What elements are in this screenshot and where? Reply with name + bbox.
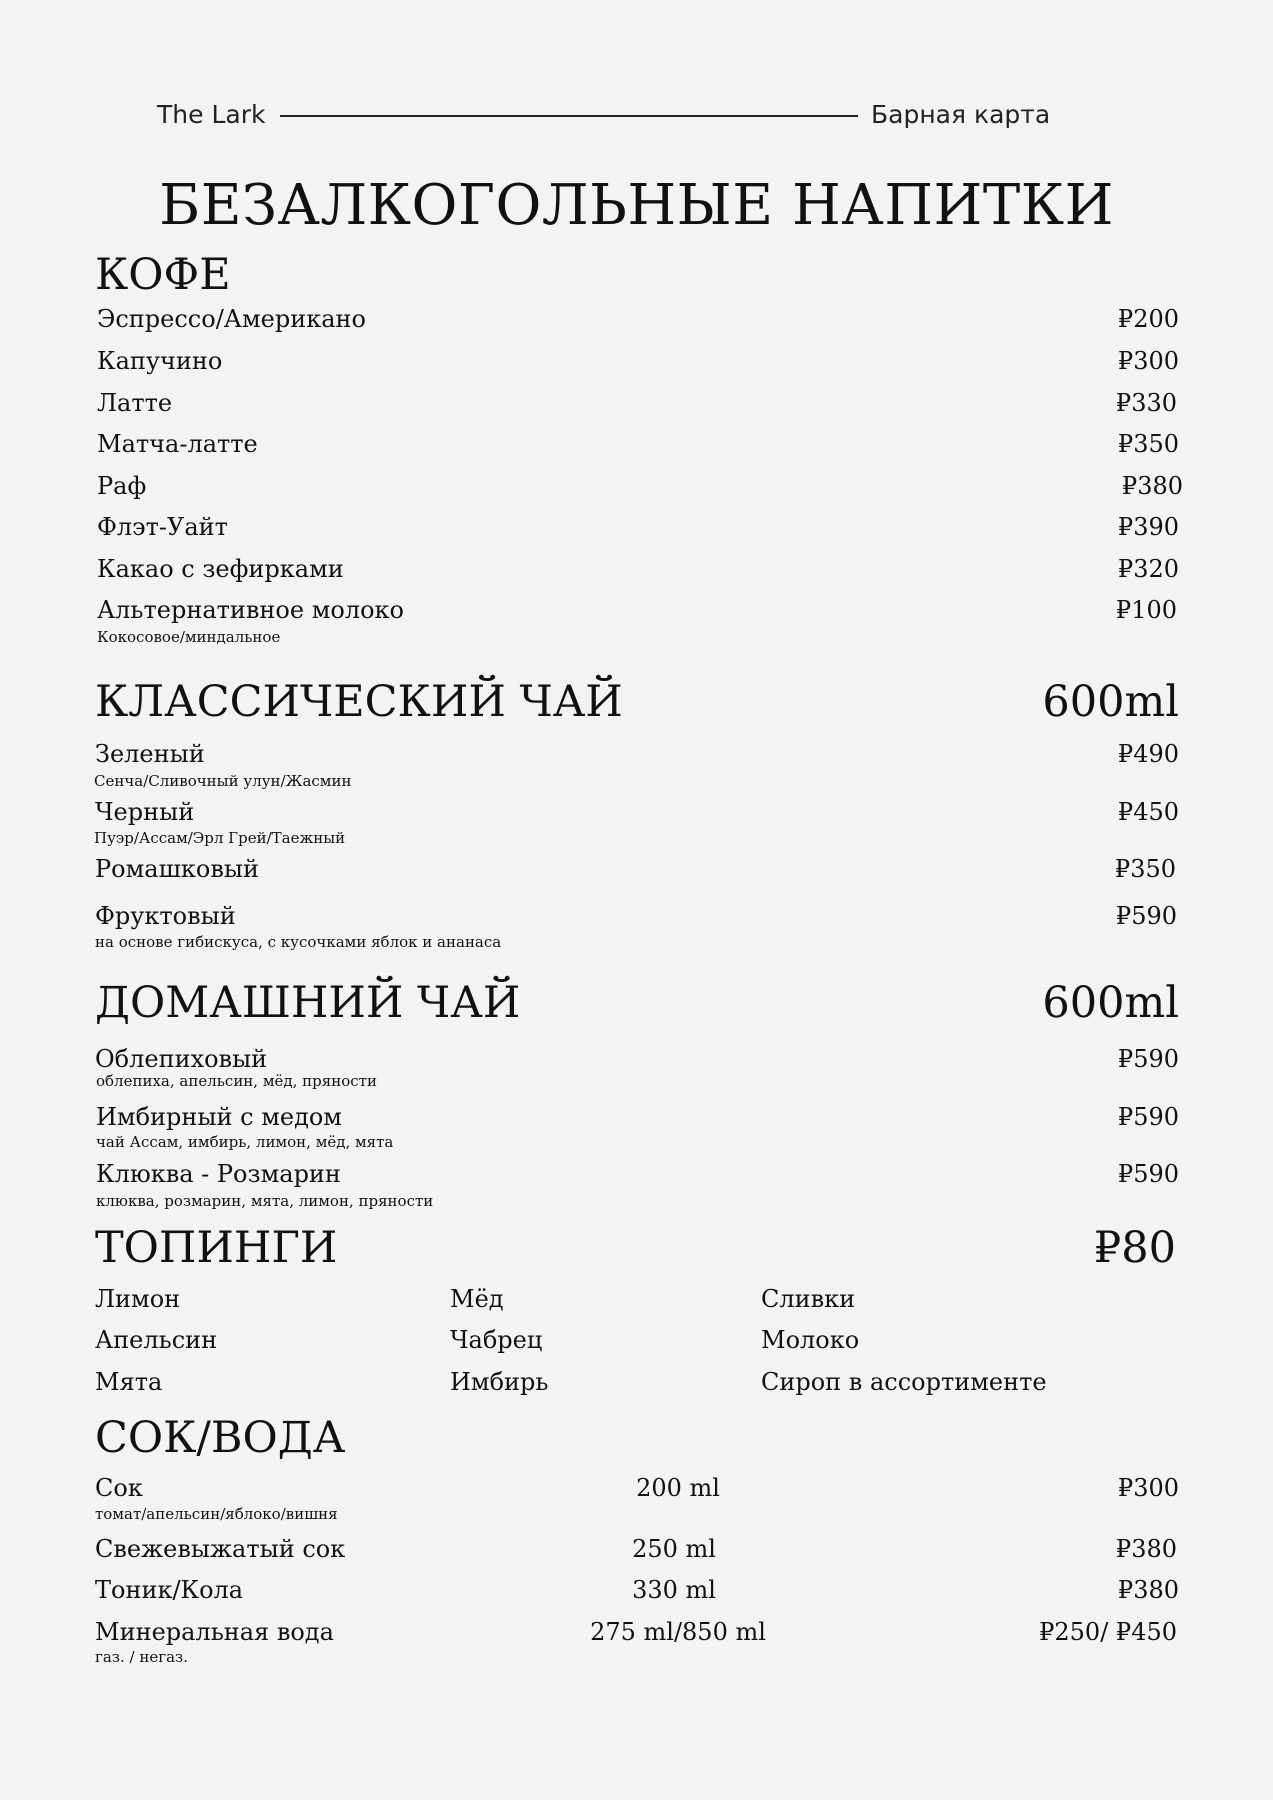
toppings-price: ₽80 xyxy=(1093,1223,1176,1273)
menu-item-price: ₽100 xyxy=(1115,596,1177,624)
menu-item-name: Фруктовый xyxy=(95,902,236,930)
menu-item-price: ₽590 xyxy=(1115,902,1177,930)
menu-item-price: ₽450 xyxy=(1117,798,1179,826)
topping-item: Мята xyxy=(95,1368,163,1396)
menu-item-price: ₽300 xyxy=(1117,1474,1179,1502)
menu-item-name: Черный xyxy=(95,798,195,826)
menu-item-note: клюква, розмарин, мята, лимон, пряности xyxy=(96,1192,434,1210)
menu-item-price: ₽330 xyxy=(1115,389,1177,417)
section-heading-toppings: ТОПИНГИ xyxy=(95,1223,338,1273)
menu-item-price: ₽590 xyxy=(1117,1103,1179,1131)
menu-item-name: Свежевыжатый сок xyxy=(95,1535,346,1563)
topping-item: Чабрец xyxy=(450,1326,543,1354)
header-divider xyxy=(280,115,858,117)
menu-item-name: Альтернативное молоко xyxy=(97,596,404,624)
menu-item-price: ₽590 xyxy=(1117,1045,1179,1073)
menu-item-price: ₽590 xyxy=(1117,1160,1179,1188)
menu-item-name: Имбирный с медом xyxy=(96,1103,342,1131)
menu-subtitle: Барная карта xyxy=(871,100,1051,129)
menu-item-name: Матча-латте xyxy=(97,430,258,458)
menu-item-price: ₽250/ ₽450 xyxy=(1039,1618,1177,1646)
menu-item-note: Сенча/Сливочный улун/Жасмин xyxy=(94,772,352,790)
menu-item-price: ₽200 xyxy=(1117,305,1179,333)
menu-item-name: Облепиховый xyxy=(95,1045,268,1073)
topping-item: Апельсин xyxy=(95,1326,218,1354)
menu-item-price: ₽350 xyxy=(1117,430,1179,458)
menu-item-name: Раф xyxy=(97,472,147,500)
section-volume: 600ml xyxy=(1042,677,1179,727)
menu-item-note: облепиха, апельсин, мёд, пряности xyxy=(96,1072,377,1090)
section-heading-classic-tea: КЛАССИЧЕСКИЙ ЧАЙ xyxy=(95,677,623,727)
menu-item-name: Латте xyxy=(97,389,173,417)
menu-item-name: Капучино xyxy=(97,347,223,375)
menu-item-note: на основе гибискуса, с кусочками яблок и ананаса xyxy=(95,933,502,951)
menu-item-price: ₽490 xyxy=(1117,740,1179,768)
menu-item-price: ₽300 xyxy=(1117,347,1179,375)
menu-item-volume: 250 ml xyxy=(632,1535,716,1563)
brand-name: The Lark xyxy=(157,100,266,129)
menu-item-name: Сок xyxy=(95,1474,143,1502)
topping-item: Сливки xyxy=(761,1285,856,1313)
topping-item: Имбирь xyxy=(450,1368,549,1396)
menu-item-name: Флэт-Уайт xyxy=(97,513,228,541)
menu-item-note: чай Ассам, имбирь, лимон, мёд, мята xyxy=(96,1133,394,1151)
menu-item-price: ₽380 xyxy=(1121,472,1183,500)
menu-item-volume: 200 ml xyxy=(636,1474,720,1502)
menu-item-volume: 275 ml/850 ml xyxy=(590,1618,766,1646)
menu-item-note: томат/апельсин/яблоко/вишня xyxy=(95,1505,338,1523)
topping-item: Молоко xyxy=(761,1326,860,1354)
menu-item-note: Пуэр/Ассам/Эрл Грей/Таежный xyxy=(94,829,346,847)
section-heading-coffee: КОФЕ xyxy=(95,250,231,300)
section-heading-home-tea: ДОМАШНИЙ ЧАЙ xyxy=(95,978,521,1028)
topping-item: Сироп в ассортименте xyxy=(761,1368,1047,1396)
menu-item-name: Минеральная вода xyxy=(95,1618,334,1646)
menu-item-price: ₽350 xyxy=(1114,855,1176,883)
menu-item-note: газ. / негаз. xyxy=(95,1648,188,1666)
menu-item-volume: 330 ml xyxy=(632,1576,716,1604)
menu-item-price: ₽380 xyxy=(1117,1576,1179,1604)
menu-item-price: ₽320 xyxy=(1117,555,1179,583)
menu-item-name: Эспрессо/Американо xyxy=(97,305,366,333)
menu-item-note: Кокосовое/миндальное xyxy=(97,628,281,646)
page-title: БЕЗАЛКОГОЛЬНЫЕ НАПИТКИ xyxy=(159,173,1114,238)
menu-item-name: Клюква - Розмарин xyxy=(96,1160,341,1188)
menu-item-name: Ромашковый xyxy=(95,855,259,883)
topping-item: Лимон xyxy=(95,1285,181,1313)
topping-item: Мёд xyxy=(450,1285,504,1313)
menu-item-name: Зеленый xyxy=(95,740,205,768)
menu-item-name: Тоник/Кола xyxy=(95,1576,244,1604)
menu-item-price: ₽380 xyxy=(1115,1535,1177,1563)
menu-item-price: ₽390 xyxy=(1117,513,1179,541)
section-heading-juice-water: СОК/ВОДА xyxy=(95,1413,346,1463)
menu-item-name: Какао с зефирками xyxy=(97,555,344,583)
section-volume: 600ml xyxy=(1042,978,1179,1028)
